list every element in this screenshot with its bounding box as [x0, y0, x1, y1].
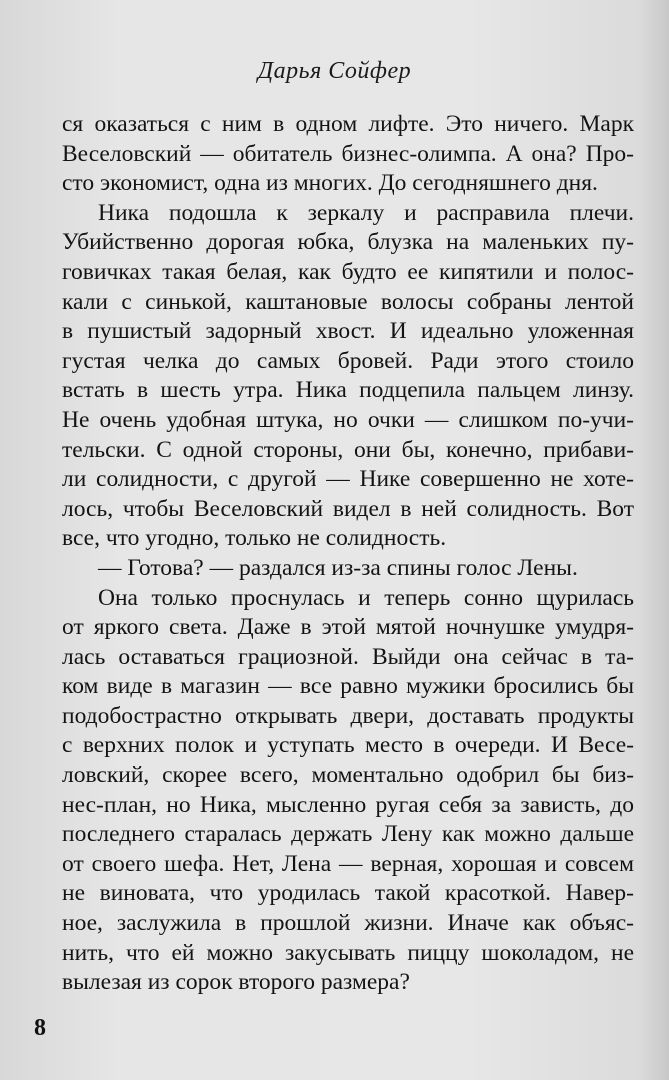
text-line: Она только проснулась и теперь сонно щурилась — [98, 584, 634, 611]
text-line: ся оказаться с ним в одном лифте. Это ничего. Марк — [62, 111, 634, 137]
text-line: сто экономист, одна из многих. До сегодняшнего дня. — [62, 170, 598, 197]
text-line: в пушистый задорный хвост. И идеально уложенная — [62, 318, 634, 345]
text-line: ное, заслужила в прошлой жизни. Иначе как объяс- — [62, 910, 634, 937]
text-line: все, что угодно, только не солидность. — [62, 525, 447, 552]
running-head: Дарья Сойфер — [257, 58, 412, 84]
text-line: — Готова? — раздался из-за спины голос Лены. — [98, 554, 578, 581]
page-edge-shadow — [639, 0, 669, 1080]
text-line: Ника подошла к зеркалу и расправила плечи. — [98, 199, 634, 226]
text-line: от своего шефа. Нет, Лена — верная, хорошая и совсем — [62, 850, 634, 877]
text-line: Веселовский — обитатель бизнес-олимпа. А она? Про- — [62, 140, 634, 167]
text-line: лась оставаться грациозной. Выйди она сейчас в та- — [62, 643, 634, 670]
text-line: от яркого света. Даже в этой мятой ночнушке умудря- — [62, 614, 634, 641]
text-line: встать в шесть утра. Ника подцепила пальцем линзу. — [62, 377, 634, 404]
text-line: вылезая из сорок второго размера? — [62, 969, 410, 996]
text-line: кали с синькой, каштановые волосы собраны лентой — [62, 288, 634, 315]
text-line: ком виде в магазин — все равно мужики бросились бы — [62, 673, 634, 700]
page-number: 8 — [34, 1015, 46, 1041]
text-line: не виновата, что уродилась такой красоткой. Навер- — [62, 880, 634, 907]
body-text — [62, 110, 634, 998]
text-line: ли солидности, с другой — Нике совершенно не хоте- — [62, 466, 634, 493]
text-line: последнего старалась держать Лену как можно дальше — [62, 821, 634, 848]
text-line: с верхних полок и уступать место в очереди. И Весе- — [62, 732, 634, 759]
text-line: Не очень удобная штука, но очки — слишком по-учи- — [62, 406, 634, 433]
text-line: ловский, скорее всего, моментально одобрил бы биз- — [62, 762, 634, 789]
text-line: говичках такая белая, как будто ее кипятили и полос- — [62, 258, 634, 285]
text-line: тельски. С одной стороны, они бы, конечно, прибави- — [62, 436, 634, 463]
text-line: подобострастно открывать двери, доставать продукты — [62, 702, 634, 729]
text-line: густая челка до самых бровей. Ради этого стоило — [62, 347, 634, 374]
text-line: нес-план, но Ника, мысленно ругая себя за зависть, до — [62, 791, 634, 818]
text-line: нить, что ей можно закусывать пиццу шоколадом, не — [62, 939, 634, 966]
text-line: Убийственно дорогая юбка, блузка на маленьких пу- — [62, 229, 634, 256]
text-line: лось, чтобы Веселовский видел в ней солидность. Вот — [62, 495, 634, 522]
